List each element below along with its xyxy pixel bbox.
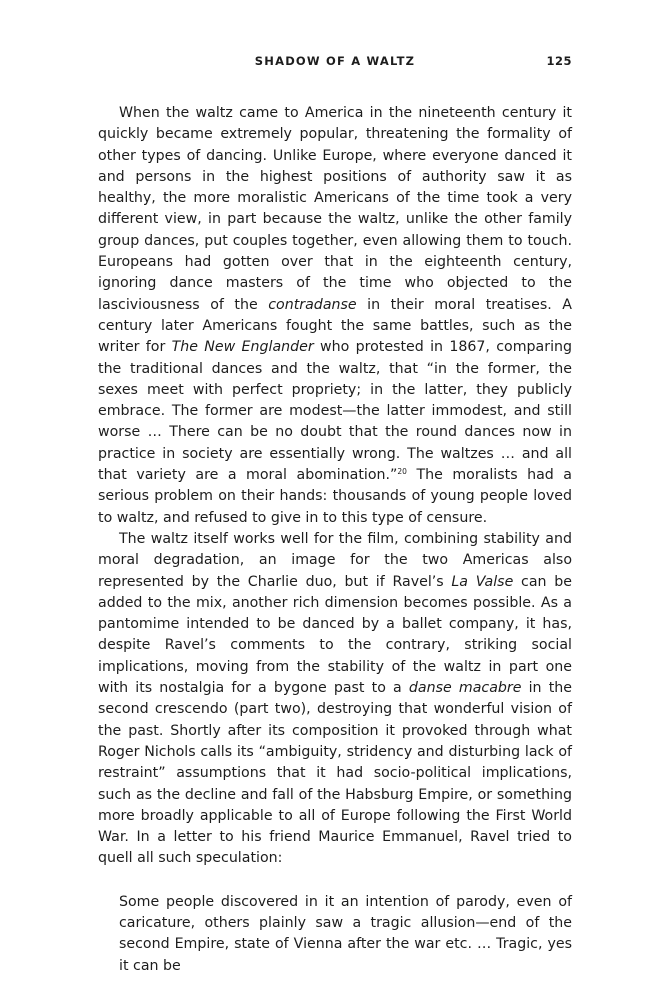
text-run: When the waltz came to America in the nineteenth century it quickly became extremely popular, threatening the formality of other types of dancing. Unlike Europe, where everyone danced it and persons in the highest positions of authority saw it as healthy, the more moralistic Americans of the time took a very different view, in part because the waltz, unlike the other family group dances, put couples together, even allowing them to touch. Europeans had gotten over that in the eighteenth century, ignoring dance masters of the time who objected to the lasciviousness of the bbox=[98, 105, 572, 313]
text-run: The moralists had a serious problem on their hands: thousands of young people loved to waltz, and refused to give in to this type of censure. bbox=[98, 467, 572, 526]
text-run: can be added to the mix, another rich dimension becomes possible. As a pantomime intended to be danced by a ballet company, it has, despite Ravel’s comments to the contrary, striking social implications, moving from the stability of the waltz in part one with its nostalgia for a bygone past to a bbox=[98, 573, 572, 697]
text-run: The waltz itself works well for the film, combining stability and moral degradation, an image for the two Americas also represented by the Charlie duo, but if Ravel’s bbox=[98, 530, 572, 590]
text-run: who protested in 1867, comparing the traditional dances and the waltz, that “in the former, the sexes meet with perfect propriety; in the latter, they publicly embrace. The former are modest—the latter immodest, and still worse … There can be no doubt that the round dances now in practice in society are essentially wrong. The waltzes … and all that variety are a moral abomination.” bbox=[98, 339, 573, 484]
italic-title: La Valse bbox=[451, 573, 514, 590]
running-title: SHADOW OF A WALTZ bbox=[254, 54, 416, 68]
italic-term: contradanse bbox=[268, 296, 357, 313]
italic-title: The New Englander bbox=[171, 339, 314, 356]
body-text bbox=[98, 103, 572, 977]
block-quote: Some people discovered in it an intention of parody, even of caricature, others plainly saw a tragic allusion—end of the second Empire, state of Vienna after the war etc. … Tragic, yes it can be bbox=[119, 893, 572, 974]
text-run: in the second crescendo (part two), destroying that wonderful vision of the past. Shortly after its composition it provoked through what Roger Nichols calls its “ambiguity, stridency and disturbing lack of restraint” assumptions that it had socio-political implications, such as the decline and fall of the Habsburg Empire, or something more broadly applicable to all of Europe following the First World War. In a letter to his friend Maurice Emmanuel, Ravel tried to quell all such speculation: bbox=[98, 680, 572, 867]
page-number: 125 bbox=[546, 54, 572, 68]
text-run: in their moral treatises. A century later Americans fought the same battles, such as the writer for bbox=[98, 296, 572, 356]
running-header bbox=[98, 54, 572, 74]
paragraph bbox=[98, 103, 572, 529]
paragraph bbox=[98, 529, 572, 870]
italic-term: danse macabre bbox=[408, 680, 522, 697]
footnote-marker: 20 bbox=[397, 467, 407, 477]
